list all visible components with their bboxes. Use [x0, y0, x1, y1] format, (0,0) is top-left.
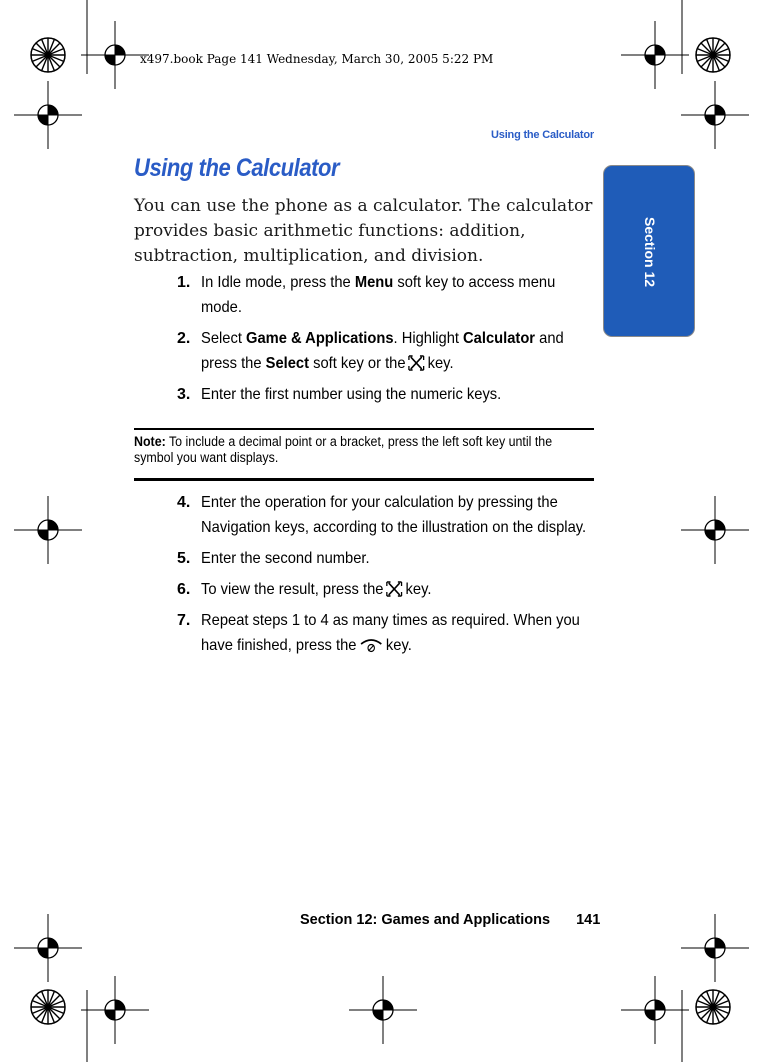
step-number: 6. — [177, 581, 191, 598]
registration-mark-icon — [621, 21, 689, 89]
page-number: 141 — [576, 912, 601, 928]
ok-key-icon — [386, 581, 403, 597]
step-text: Enter the first number using the numeric keys. — [201, 386, 502, 403]
game-applications-keyword: Game & Applications — [246, 330, 394, 347]
print-slug: x497.book Page 141 Wednesday, March 30, 2005 5:22 PM — [140, 52, 494, 66]
step-text — [201, 270, 587, 320]
steps-list-first — [134, 270, 594, 413]
footer-section: Section 12: Games and Applications — [300, 912, 551, 928]
step-text-part: soft key to access menu mode. — [201, 274, 556, 316]
color-wheel-icon — [31, 38, 65, 72]
step-item — [134, 608, 594, 658]
registration-mark-icon — [681, 81, 749, 149]
calculator-keyword: Calculator — [463, 330, 536, 347]
step-text-part: In Idle mode, press the — [201, 274, 355, 291]
registration-mark-icon — [681, 914, 749, 982]
note-box — [134, 428, 594, 481]
end-key-icon — [359, 637, 383, 653]
registration-mark-icon — [14, 81, 82, 149]
registration-mark-icon — [621, 976, 689, 1044]
step-number: 4. — [177, 494, 191, 511]
steps-list-second — [134, 490, 594, 664]
color-wheel-icon — [696, 990, 730, 1024]
step-item — [134, 546, 594, 571]
step-text — [201, 326, 587, 376]
step-item — [134, 490, 594, 540]
step-text-part: key. — [405, 581, 432, 598]
step-number: 7. — [177, 612, 191, 629]
step-text: Enter the operation for your calculation by pressing the Navigation keys, according to the illustration on the display. — [201, 494, 587, 536]
section-tab-label: Section 12 — [642, 216, 658, 288]
step-item — [134, 577, 594, 602]
section-tab — [603, 165, 695, 337]
step-number: 5. — [177, 550, 191, 567]
page-title: Using the Calculator — [134, 154, 340, 182]
color-wheel-icon — [31, 990, 65, 1024]
step-text: Enter the second number. — [201, 550, 370, 567]
step-text-part: key. — [427, 355, 454, 372]
step-text — [201, 577, 587, 602]
registration-mark-icon — [14, 914, 82, 982]
step-item — [134, 270, 594, 320]
registration-mark-icon — [81, 976, 149, 1044]
step-text-part: soft key or the — [309, 355, 406, 372]
step-text-part: key. — [385, 637, 412, 654]
step-text-part: Repeat steps 1 to 4 as many times as required. When you have finished, press the — [201, 612, 580, 654]
running-head: Using the Calculator — [491, 129, 594, 141]
registration-mark-icon — [14, 496, 82, 564]
page-footer — [300, 912, 600, 928]
step-number: 3. — [177, 386, 191, 403]
step-text-part: Select — [201, 330, 247, 347]
step-text-part: To view the result, press the — [201, 581, 384, 598]
intro-paragraph: You can use the phone as a calculator. The calculator provides basic arithmetic functions: addition, subtraction, multiplication, and division. — [134, 196, 593, 266]
ok-key-icon — [408, 355, 425, 371]
select-keyword: Select — [265, 355, 310, 372]
registration-mark-icon — [81, 21, 149, 89]
registration-mark-icon — [681, 496, 749, 564]
step-number: 2. — [177, 330, 191, 347]
menu-keyword: Menu — [354, 274, 394, 291]
step-text-part: . Highlight — [393, 330, 464, 347]
step-text — [201, 608, 587, 658]
note-label: Note: — [134, 434, 166, 449]
step-number: 1. — [177, 274, 191, 291]
note-text: To include a decimal point or a bracket, press the left soft key until the symbol you want displays. — [134, 434, 553, 465]
color-wheel-icon — [696, 38, 730, 72]
step-text-part: and press the — [201, 330, 564, 372]
step-item — [134, 382, 594, 407]
registration-mark-icon — [349, 976, 417, 1044]
step-item — [134, 326, 594, 376]
